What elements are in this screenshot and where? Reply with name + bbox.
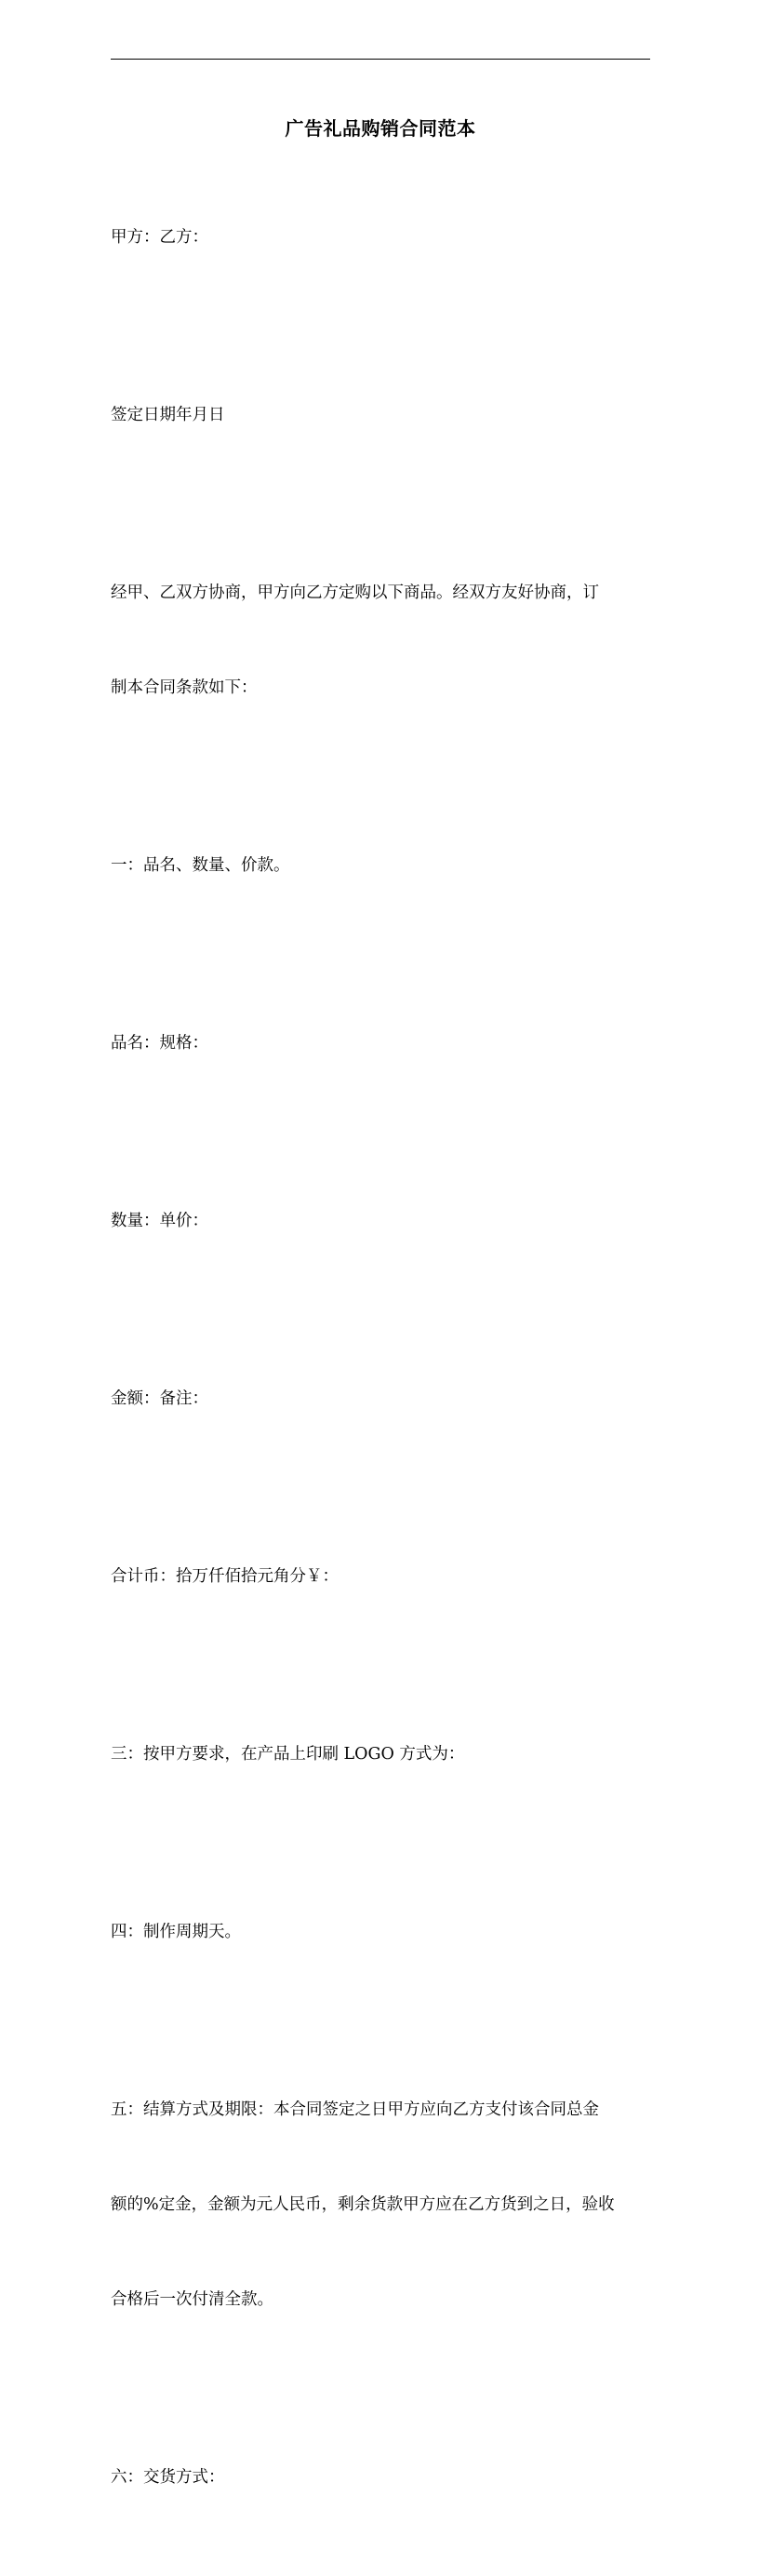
paragraph-amount-note <box>111 1320 650 1478</box>
paragraph-line: 制本合同条款如下： <box>111 678 258 697</box>
paragraph-section-4 <box>111 1853 650 2011</box>
document-body <box>111 158 650 2576</box>
paragraph-parties <box>111 158 650 316</box>
paragraph-section-3 <box>111 1675 650 1833</box>
paragraph-sign-date <box>111 336 650 494</box>
paragraph-line: 数量：单价： <box>111 1212 208 1230</box>
paragraph-section-1 <box>111 786 650 945</box>
paragraph-line: 五：结算方式及期限：本合同签定之日甲方应向乙方支付该合同总金 <box>111 2100 599 2119</box>
paragraph-qty-price <box>111 1142 650 1300</box>
paragraph-line: 一：品名、数量、价款。 <box>111 856 290 875</box>
paragraph-line: 六：交货方式： <box>111 2468 225 2487</box>
paragraph-name-spec <box>111 964 650 1122</box>
paragraph-intro <box>111 514 650 767</box>
paragraph-section-5 <box>111 2031 650 2379</box>
paragraph-line: 签定日期年月日 <box>111 406 225 424</box>
paragraph-line: 合计币：拾万仟佰拾元角分￥： <box>111 1567 339 1586</box>
paragraph-line: 合格后一次付清全款。 <box>111 2290 273 2309</box>
paragraph-line: 经甲、乙双方协商，甲方向乙方定购以下商品。经双方友好协商，订 <box>111 584 599 602</box>
paragraph-line: 四：制作周期天。 <box>111 1923 241 1941</box>
paragraph-section-6 <box>111 2398 650 2556</box>
paragraph-line: 三：按甲方要求，在产品上印刷 LOGO 方式为： <box>111 1745 465 1764</box>
document-title: 广告礼品购销合同范本 <box>285 117 476 140</box>
paragraph-line: 额的%定金，金额为元人民币，剩余货款甲方应在乙方货到之日，验收 <box>111 2195 615 2214</box>
paragraph-total <box>111 1497 650 1656</box>
header-divider <box>111 59 650 60</box>
paragraph-line: 甲方：乙方： <box>111 228 208 247</box>
paragraph-line: 金额：备注： <box>111 1389 208 1408</box>
paragraph-line: 品名：规格： <box>111 1034 208 1053</box>
